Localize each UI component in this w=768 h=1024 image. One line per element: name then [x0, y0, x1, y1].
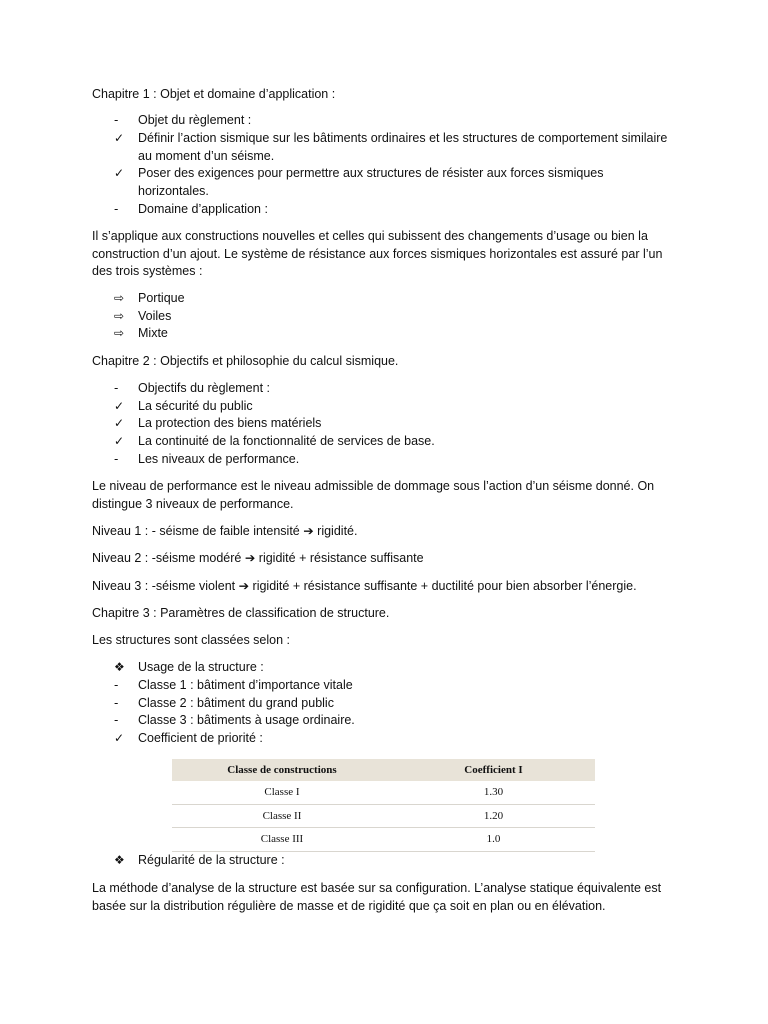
dash-bullet: - — [114, 678, 119, 692]
paragraph: Le niveau de performance est le niveau admissible de dommage sous l’action d’un séisme donné. On distingue 3 niveaux de performance. — [92, 479, 655, 511]
list-item: ✓ La sécurité du public — [114, 398, 674, 416]
dash-bullet: - — [114, 202, 119, 216]
check-icon: ✓ — [114, 416, 125, 430]
list-item: - Objet du règlement : — [114, 112, 674, 130]
chapter-2-title: Chapitre 2 : Objectifs et philosophie du calcul sismique. — [92, 354, 399, 368]
list-item: ✓ Poser des exigences pour permettre aux structures de résister aux forces sismiques horizontales. — [114, 166, 604, 198]
chapter-1-title: Chapitre 1 : Objet et domaine d’application : — [92, 87, 336, 101]
dash-bullet: - — [114, 713, 119, 727]
dash-bullet: - — [114, 452, 119, 466]
table-row — [172, 781, 595, 804]
check-icon: ✓ — [114, 166, 125, 180]
list-item: - Objectifs du règlement : — [114, 380, 674, 398]
list-item: ✓ La protection des biens matériels — [114, 415, 674, 433]
list-item: ⇨ Portique — [114, 290, 674, 308]
list-item: ❖ Usage de la structure : — [114, 659, 674, 677]
dash-bullet: - — [114, 113, 119, 127]
check-icon: ✓ — [114, 434, 125, 448]
list-item: ⇨ Voiles — [114, 308, 674, 326]
list-item: ✓ Coefficient de priorité : — [114, 730, 674, 748]
table-row — [172, 804, 595, 828]
list-item: - Les niveaux de performance. — [114, 451, 674, 469]
table-header-row — [172, 759, 595, 781]
diamond-bullet-icon: ❖ — [114, 660, 125, 674]
niveau-3: Niveau 3 : -séisme violent ➔ rigidité + résistance suffisante + ductilité pour bien absorber l’énergie. — [92, 579, 637, 593]
chapter-3-title: Chapitre 3 : Paramètres de classification de structure. — [92, 606, 390, 620]
list-item: ❖ Régularité de la structure : — [114, 852, 674, 870]
list-item: - Classe 2 : bâtiment du grand public — [114, 695, 674, 713]
diamond-bullet-icon: ❖ — [114, 853, 125, 867]
check-icon: ✓ — [114, 399, 125, 413]
check-icon: ✓ — [114, 731, 125, 745]
arrow-right-icon: ⇨ — [114, 291, 125, 305]
coefficient-table — [172, 759, 595, 852]
column-header: Coefficient I — [392, 759, 595, 781]
table-cell: 1.20 — [392, 804, 595, 828]
list-item: ✓ La continuité de la fonctionnalité de services de base. — [114, 433, 674, 451]
list-item: ✓ Définir l’action sismique sur les bâtiments ordinaires et les structures de comportement similaire au moment d’un séisme. — [114, 131, 668, 163]
table-cell: 1.0 — [392, 828, 595, 852]
niveau-2: Niveau 2 : -séisme modéré ➔ rigidité + résistance suffisante — [92, 551, 424, 565]
table-cell: 1.30 — [392, 781, 595, 804]
paragraph: Il s’applique aux constructions nouvelles et celles qui subissent des changements d’usage ou bien la construction d’un ajout. Le système de résistance aux forces sismiques horizontales est assuré par l’un des trois systèmes : — [92, 229, 663, 278]
paragraph: Les structures sont classées selon : — [92, 633, 291, 647]
table-cell: Classe II — [172, 804, 392, 828]
list-item: ⇨ Mixte — [114, 325, 674, 343]
dash-bullet: - — [114, 696, 119, 710]
paragraph: La méthode d’analyse de la structure est basée sur sa configuration. L’analyse statique équivalente est basée sur la distribution régulière de masse et de rigidité que ça soit en plan ou en élévation. — [92, 881, 662, 913]
arrow-right-icon: ⇨ — [114, 309, 125, 323]
table-cell: Classe III — [172, 828, 392, 852]
arrow-right-icon: ⇨ — [114, 326, 125, 340]
table-row — [172, 828, 595, 852]
column-header: Classe de constructions — [172, 759, 392, 781]
list-item: - Classe 3 : bâtiments à usage ordinaire. — [114, 712, 674, 730]
list-item: - Classe 1 : bâtiment d’importance vitale — [114, 677, 674, 695]
list-item: - Domaine d’application : — [114, 201, 674, 219]
dash-bullet: - — [114, 381, 119, 395]
check-icon: ✓ — [114, 131, 125, 145]
table-cell: Classe I — [172, 781, 392, 804]
niveau-1: Niveau 1 : - séisme de faible intensité ➔ rigidité. — [92, 524, 358, 538]
